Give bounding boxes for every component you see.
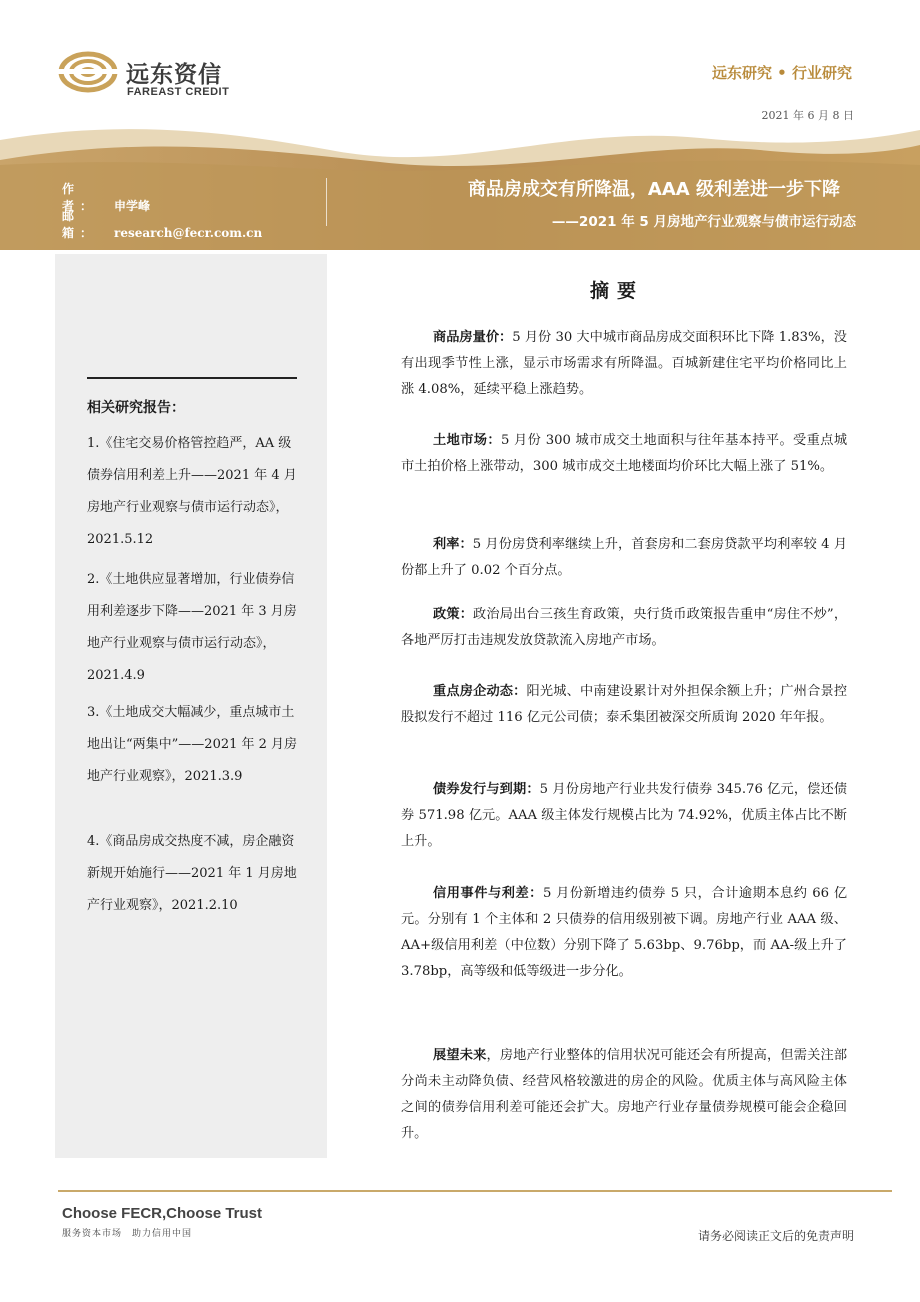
paragraph-label: 展望未来 [433,1048,487,1063]
summary-heading: 摘要 [590,280,645,302]
summary-paragraph [401,428,847,480]
summary-paragraph [401,1043,847,1147]
paragraph-text: ，房地产行业整体的信用状况可能还会有所提高，但需关注部分尚未主动降负债、经营风格较激进的房企的风险。优质主体与高风险主体之间的债券信用利差可能还会扩大。房地产行业存量债券规模可能会企稳回升。 [401,1048,848,1141]
header-divider [326,178,327,226]
summary-paragraph [401,325,847,403]
related-report-item[interactable]: 1.《住宅交易价格管控趋严，AA 级债券信用利差上升——2021 年 4 月房地产行业观察与债市运行动态》，2021.5.12 [87,436,297,547]
paragraph-label: 利率： [433,537,473,552]
summary-paragraph [401,679,847,731]
related-reports-heading: 相关研究报告： [87,400,185,416]
report-subtitle: ——2021 年 5 月房地产行业观察与债市运行动态 [551,214,856,230]
related-report-item[interactable]: 2.《土地供应显著增加，行业债券信用利差逐步下降——2021 年 3 月房地产行业观察与债市运行动态》，2021.4.9 [87,572,297,683]
report-series: 远东研究 • 行业研究 [711,64,852,82]
paragraph-label: 债券发行与到期： [433,782,540,797]
paragraph-text: 政治局出台三孩生育政策，央行货币政策报告重申“房住不炒”，各地严厉打击违规发放贷款流入房地产市场。 [401,607,848,648]
summary-paragraph [401,602,847,654]
paragraph-text: 5 月份新增违约债券 5 只，合计逾期本息约 66 亿元。分别有 1 个主体和 2 只债券的信用级别被下调。房地产行业 AAA 级、AA+级信用利差（中位数）分别下降了 5.63bp、9.76bp，而 AA-级上升了 3.78bp，高等级和低等级进一步分化。 [401,886,848,979]
paragraph-text: 5 月份 30 大中城市商品房成交面积环比下降 1.83%，没有出现季节性上涨，显示市场需求有所降温。百城新建住宅平均价格同比上涨 4.08%，延续平稳上涨趋势。 [401,330,847,397]
summary-paragraph [401,532,847,584]
email-address[interactable]: research@fecr.com.cn [114,226,263,240]
logo-text-cn: 远东资信 [126,62,222,88]
paragraph-label: 重点房企动态： [433,684,527,699]
paragraph-text: 5 月份 300 城市成交土地面积与往年基本持平。受重点城市土拍价格上涨带动，300 城市成交土地楼面均价环比大幅上涨了 51%。 [401,433,848,474]
sidebar-rule [87,377,297,379]
disclaimer-note: 请务必阅读正文后的免责声明 [697,1229,854,1243]
paragraph-label: 商品房量价： [433,330,513,345]
author-name: 申学峰 [114,199,151,213]
email-line [62,207,262,241]
paragraph-text: 阳光城、中南建设累计对外担保余额上升；广州合景控股拟发行不超过 116 亿元公司债；泰禾集团被深交所质询 2020 年年报。 [401,684,848,725]
email-label: 邮 箱： [62,209,99,240]
related-report-item[interactable]: 3.《土地成交大幅减少，重点城市土地出让“两集中”——2021 年 2 月房地产行业观察》，2021.3.9 [87,705,298,784]
paragraph-text: 5 月份房贷利率继续上升，首套房和二套房贷款平均利率较 4 月份都上升了 0.02 个百分点。 [401,537,848,578]
paragraph-label: 信用事件与利差： [433,886,543,901]
paragraph-label: 政策： [433,607,474,622]
fareast-logo-icon [58,50,118,94]
report-title: 商品房成交有所降温，AAA 级利差进一步下降 [467,179,840,200]
logo-text-en: FAREAST CREDIT [127,86,230,98]
paragraph-text: 5 月份房地产行业共发行债券 345.76 亿元，偿还债券 571.98 亿元。AAA 级主体发行规模占比为 74.92%，优质主体占比不断上升。 [401,782,848,849]
summary-paragraph [401,881,847,985]
paragraph-label: 土地市场： [433,433,501,448]
related-report-item[interactable]: 4.《商品房成交热度不减，房企融资新规开始施行——2021 年 1 月房地产行业观察》，2021.2.10 [87,834,297,913]
footer-slogan-en: Choose FECR,Choose Trust [62,1205,263,1222]
report-date: 2021 年 6 月 8 日 [761,109,854,122]
footer-rule [58,1190,892,1192]
summary-paragraph [401,777,847,855]
footer-slogan-cn: 服务资本市场 助力信用中国 [62,1229,193,1239]
author-label: 作 者： [62,182,99,213]
